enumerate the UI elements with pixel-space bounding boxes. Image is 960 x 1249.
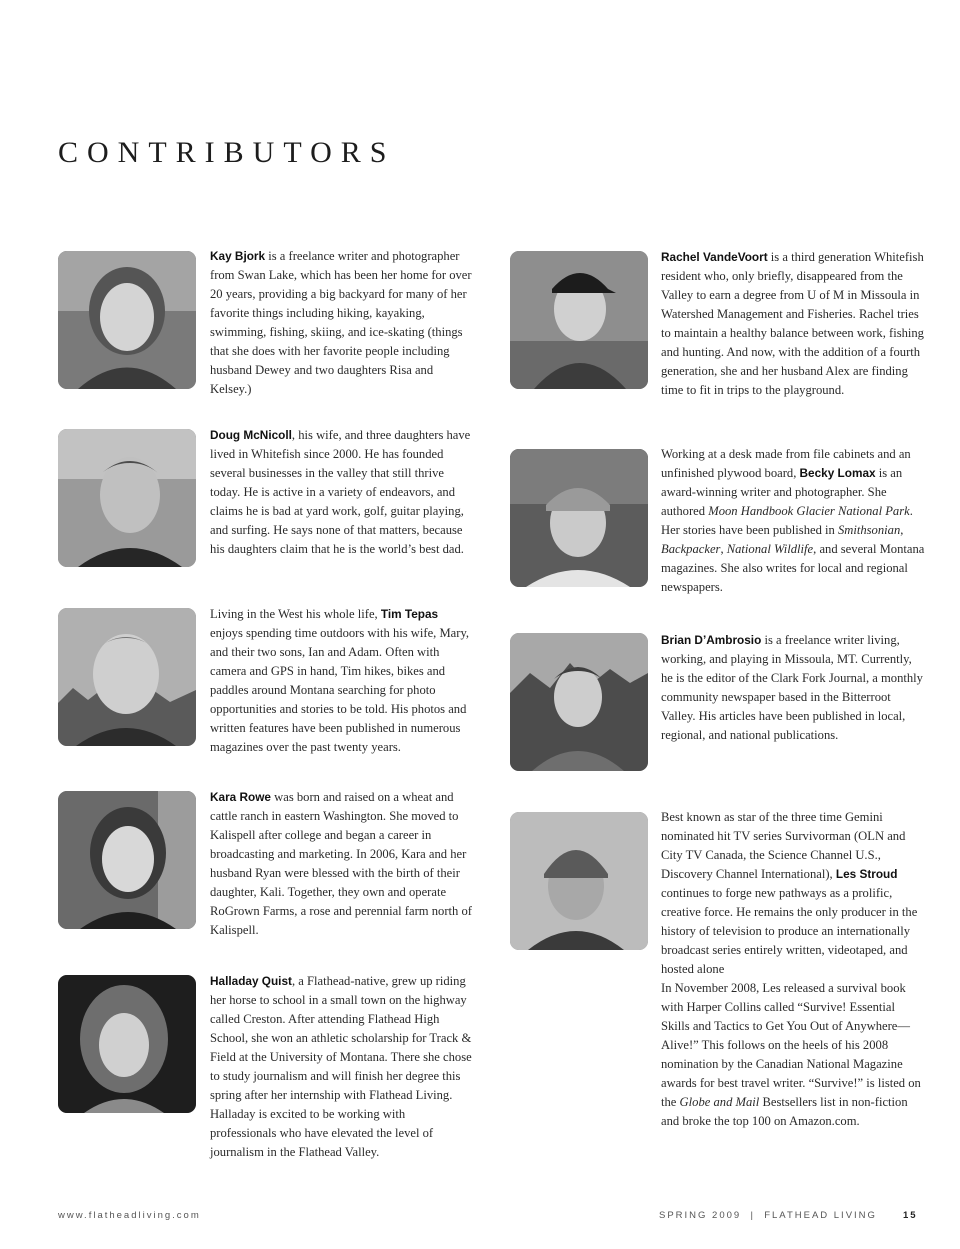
- kara-rowe-bio: Kara Rowe was born and raised on a wheat and cattle ranch in eastern Washington. She moved to Kalispell after college and began a career in broadcasting and marketing. In 2006, Kara and her husband Ryan were blessed with the birth of their daughter, Kali. Together, they own and operate RoGrown Farms, a rose and perennial farm north of Kalispell.: [210, 790, 472, 937]
- halladay-quist-name: Halladay Quist: [210, 974, 292, 988]
- footer-issue: SPRING 2009 | FLATHEAD LIVING: [659, 1210, 877, 1221]
- kay-bjork-photo: [58, 251, 196, 389]
- les-stroud-name: Les Stroud: [835, 867, 898, 881]
- page-title: CONTRIBUTORS: [58, 136, 396, 169]
- kara-rowe-photo: [58, 791, 196, 929]
- les-stroud-photo: [510, 812, 648, 950]
- doug-mcnicoll-photo: [58, 429, 196, 567]
- kay-bjork-bio: Kay Bjork is a freelance writer and photographer from Swan Lake, which has been her home for over 20 years, providing a big backyard for many of her favorite things including hiking, kayaking, swimming, fishing, skiing, and ice-skating (things that she does with her favorite people including husband Dewey and two daughters Risa and Kelsey.): [210, 249, 472, 396]
- brian-dambrosio-bio: Brian D’Ambrosio is a freelance writer living, working, and playing in Missoula, MT. Currently, he is the editor of the Clark Fork Journal, a monthly community newspaper based in the Bitterroot Valley. His articles have been published in local, regional, and national publications.: [661, 633, 923, 742]
- halladay-quist-bio: Halladay Quist, a Flathead-native, grew up riding her horse to school in a small town on the highway called Creston. After attending Flathead High School, she won an athletic scholarship for Track & Field at the University of Montana. There she chose to study journalism and will finish her degree this spring after her internship with Flathead Living. Halladay is excited to be working with professionals who have elevated the level of journalism in the Flathead Valley.: [210, 974, 472, 1159]
- brian-dambrosio-name: Brian D’Ambrosio: [661, 633, 762, 647]
- doug-mcnicoll-name: Doug McNicoll: [210, 428, 292, 442]
- becky-lomax-bio: Working at a desk made from file cabinets and an unfinished plywood board, Becky Lomax is an award-winning writer and photographer. She authored Moon Handbook Glacier National Park. Her stories have been published in Smithsonian, Backpacker, National Wildlife, and several Montana magazines. She also writes for local and regional newspapers.: [661, 447, 925, 594]
- tim-tepas-bio: Living in the West his whole life, Tim Tepas enjoys spending time outdoors with his wife, Mary, and their two sons, Ian and Adam. Often with camera and GPS in hand, Tim hikes, bikes and paddles around Montana searching for photo opportunities and stories to be told. His photos and written features have been published in numerous magazines over the past twenty years.: [210, 607, 470, 754]
- page-number: 15: [903, 1210, 918, 1221]
- kay-bjork-name: Kay Bjork: [210, 249, 266, 263]
- rachel-vandevoort-name: Rachel VandeVoort: [661, 250, 768, 264]
- kara-rowe-name: Kara Rowe: [210, 790, 271, 804]
- les-stroud-bio: Best known as star of the three time Gemini nominated hit TV series Survivorman (OLN and City TV Canada, the Science Channel U.S., Discovery Channel International), Les Stroud continues to forge new pathways as a prolific, creative force. He remains the only producer in the history of television to produce an internationally broadcast series entirely written, videotaped, and hosted alone In November 2008, Les released a survival book with Harper Collins called “Survive! Essential Skills and Tactics to Get You Out of Anywhere—Alive!” This follows on the heels of his 2008 nomination by the Canadian National Magazine awards for best travel writer. “Survive!” is listed on the Globe and Mail Bestsellers list in non-fiction and broke the top 100 on Amazon.com.: [661, 810, 921, 1128]
- brian-dambrosio-photo: [510, 633, 648, 771]
- halladay-quist-photo: [58, 975, 196, 1113]
- tim-tepas-photo: [58, 608, 196, 746]
- becky-lomax-photo: [510, 449, 648, 587]
- website-link[interactable]: www.flatheadliving.com: [58, 1210, 201, 1221]
- becky-lomax-name: Becky Lomax: [799, 466, 876, 480]
- rachel-vandevoort-photo: [510, 251, 648, 389]
- tim-tepas-name: Tim Tepas: [380, 607, 439, 621]
- doug-mcnicoll-bio: Doug McNicoll, his wife, and three daughters have lived in Whitefish since 2000. He has founded several businesses in the valley that still thrive today. He is active in a variety of endeavors, and claims he is bad at yard work, golf, guitar playing, and surfing. He says none of that matters, because his daughters claim that he is the world’s best dad.: [210, 428, 471, 556]
- footer-url[interactable]: [58, 1210, 201, 1221]
- rachel-vandevoort-bio: Rachel VandeVoort is a third generation Whitefish resident who, only briefly, disappeared from the Valley to earn a degree from U of M in Missoula in Watershed Management and Fisheries. Rachel tries to maintain a healthy balance between work, fishing and hunting. And now, with the addition of a fourth generation, she and her husband Alex are finding time to fit in trips to the playground.: [661, 250, 924, 397]
